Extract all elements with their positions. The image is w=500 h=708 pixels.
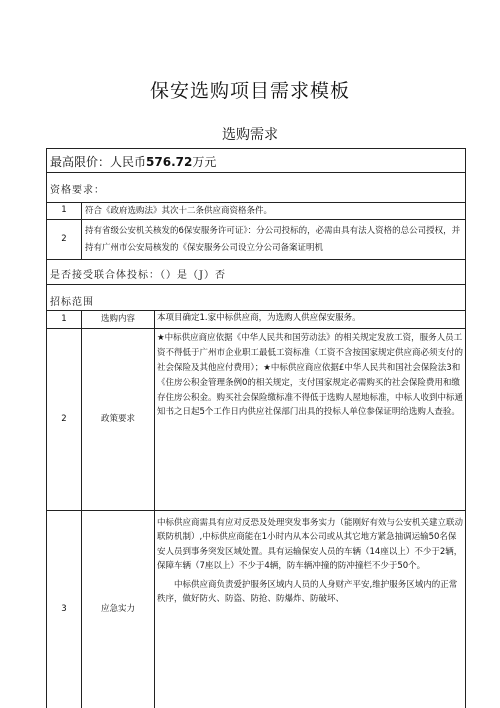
scope-item-text: 本项目确定1.家中标供应商，为选购人供应保安服务。 (157, 313, 361, 323)
qualification-text: 持有省级公安机关核发的6保安服务许可证》：分公司投标的，必需由具有法人资格的总公司授权，并持有广州市公安局核发的《保安服务公司设立分公司备案证明机 (85, 226, 461, 253)
scope-row (47, 510, 465, 708)
scope-paragraph: 中标供应商负责爱护服务区域内人员的人身财产平安,维护服务区域内的正常秩序，做好防火、防盗、防抢、防爆炸、防破坏、 (157, 579, 458, 605)
document-subtitle: 选购需求 (222, 127, 278, 143)
document-title: 保安选购项目需求模板 (149, 80, 350, 102)
scope-paragraph: ★中标供应商应依据《中华人民共和国劳动法》的相关规定发放工资，服务人员工资不得低于广州市企业职工最低工资标准（工资不含按国家规定供应商必须支付的社会保险及其他应付费用）；★中标供应商应依据£中华人民共和国社会保险法3和《住房公积金管理条例0的相关规定，支付国家规定必需购买的社会保险费用和缴存住房公积金。购买社会保险缴标准不得低于选购人屋地标准，中标人收到中标通知书之日起5个工作日内供应社保部门出具的投标人单位参保证明给选购人查验。 (157, 333, 464, 418)
joint-bid-row: 是否接受联合体投标：（）是（J）否 (47, 259, 465, 284)
scope-paragraph: 中标供应商需具有应对反恐及处理突发事务实力（能刚好有效与公安机关建立联动联防机制）,中标供应商能在1小时内从本公司或从其它地方紧急抽调运输50名保安人员到事务突发区域处置。具有运输保安人员的车辆（14座以上）不少于2辆，保障车辆（7座以上）不少于4辆，防车辆冲撞的防冲撞栏不少于50个。 (157, 518, 464, 572)
scope-row (47, 310, 465, 328)
qualification-row (47, 202, 465, 219)
max-price-amount: 576.72 (146, 155, 193, 169)
scope-item-name: 政策要求 (82, 329, 155, 510)
qualification-row (47, 219, 465, 259)
scope-number: 3 (47, 511, 82, 708)
scope-row (47, 328, 465, 510)
scope-item-name: 应急实力 (82, 511, 155, 708)
qualification-number: 2 (47, 220, 82, 259)
scope-number: 2 (47, 329, 82, 510)
requirements-sheet (46, 148, 466, 708)
qualification-number: 1 (47, 203, 82, 219)
max-price-row (47, 148, 465, 172)
scope-label: 招标范围 (47, 284, 465, 310)
scope-number: 1 (47, 311, 82, 328)
scope-item-name: 选购内容 (82, 311, 155, 328)
qualification-label: 资格要求： (47, 172, 465, 202)
qualification-text: 符合《政府选购法》其次十二条供应商资格条件。 (85, 206, 273, 216)
scope-item-text (155, 329, 465, 510)
max-price-suffix: 万元 (192, 155, 217, 169)
scope-item-text (155, 511, 465, 708)
max-price-prefix: 最高限价：人民币 (50, 155, 147, 169)
